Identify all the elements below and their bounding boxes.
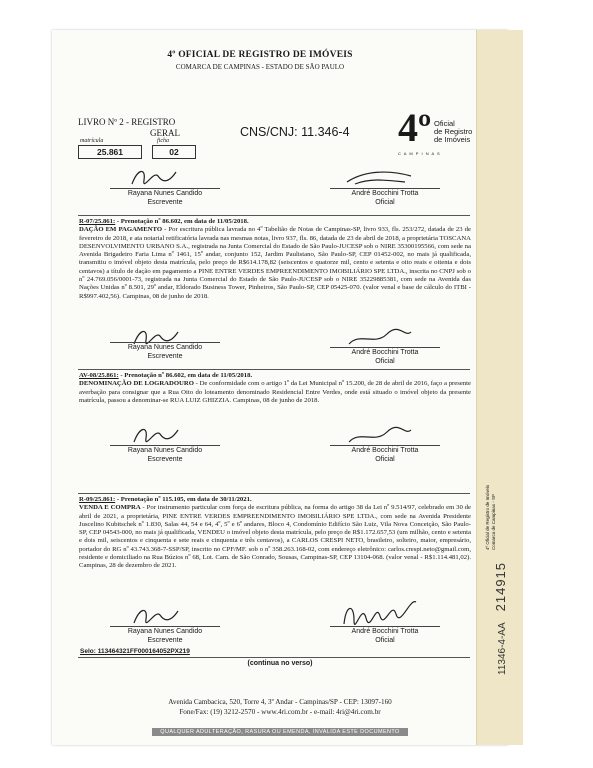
side-tab-text-1: 4º Oficial de Registro de Imóveis xyxy=(485,484,490,550)
side-tab-code: 11346-4-AA xyxy=(497,622,508,675)
escrevente-signature-3 xyxy=(130,424,190,446)
divider xyxy=(78,369,470,370)
cns-number: CNS/CNJ: 11.346-4 xyxy=(240,125,350,139)
entry-av08 xyxy=(79,372,471,405)
escrevente-role: Escrevente xyxy=(147,456,183,463)
oficial-name: André Bocchini Trotta xyxy=(351,447,419,454)
oficial-role: Oficial xyxy=(375,456,395,463)
escrevente-signature-1 xyxy=(128,166,188,188)
entry-title: DENOMINAÇÃO DE LOGRADOURO xyxy=(79,380,194,388)
entry-title: VENDA E COMPRA xyxy=(79,504,141,512)
escrevente-name: Rayana Nunes Candido xyxy=(127,447,203,454)
entry-head: - Prenotação nº 115.105, em data de 30/11/2021. xyxy=(115,496,252,503)
logo-city: C A M P I N A S xyxy=(398,151,441,156)
matricula-box xyxy=(78,145,142,159)
divider xyxy=(78,215,470,216)
registry-subtitle: COMARCA DE CAMPINAS - ESTADO DE SÃO PAULO xyxy=(175,63,345,71)
escrevente-role: Escrevente xyxy=(147,199,183,206)
escrevente-role: Escrevente xyxy=(147,353,183,360)
signature-escrevente-1 xyxy=(110,188,220,207)
footer xyxy=(60,697,500,717)
logo-line-3: de Imóveis xyxy=(434,135,471,144)
signature-oficial-2 xyxy=(330,347,440,366)
ficha-value: 02 xyxy=(169,147,179,157)
oficial-signature-1 xyxy=(345,168,415,188)
signature-escrevente-4 xyxy=(110,626,220,645)
escrevente-name: Rayana Nunes Candido xyxy=(127,628,203,635)
oficial-name: André Bocchini Trotta xyxy=(351,349,419,356)
footer-contact: Fone/Fax: (19) 3212-2570 - www.4ri.com.br - e-mail: 4ri@4ri.com.br xyxy=(179,708,381,716)
entry-id: AV-08/25.861: xyxy=(79,372,119,379)
signature-oficial-4 xyxy=(330,626,440,645)
entry-r07 xyxy=(79,218,471,301)
entry-title: DAÇÃO EM PAGAMENTO xyxy=(79,226,163,234)
side-tab-text-2: Comarca de Campinas - SP xyxy=(491,493,496,550)
signature-escrevente-3 xyxy=(110,445,220,464)
entry-body: - Por instrumento particular com força de escritura pública, na forma do artigo 38 da Lei nº 9.514/97, celebrado em 30 de abril de 2021, a proprietária, PINE ENTRE VERDES EMPREENDIMENTO IMOBILIÁRIO SPE LTDA., com sede na Avenida Presidente Juscelino Kubitschek nº 1.830, Salas 44, 54 e 64, 4º, 5º e 6º andares, Bloco 4, Condomínio Edifício São Luiz, Vila Nova Conceição, São Paulo-SP, CEP 04543-000, no mais já qualificada, VENDEU o imóvel objeto desta matrícula, pelo preço de R$1.172.657,53 (um milhão, cento e setenta e dois mil, seiscentos e cinquenta e sete reais e cinquenta e três centavos), a CARLOS CRESPI NETO, brasileiro, solteiro, maior, empresário, portador do RG nº 43.743.368-7-SSP/SP, inscrito no CPF/MF. sob o nº 358.263.168-02, com endereço eletrônico: carlos.crespi.neto@gmail.com, residente e domiciliado na Rua Búzios nº 68, Lot. Cam. de São Conrado, Sousas, Campinas-SP, CEP 13104-068. (valor venal - R$1.114.481,02). Campinas, 28 de dezembro de 2021. xyxy=(79,504,471,570)
oficial-signature-3 xyxy=(345,426,415,446)
matricula-value: 25.861 xyxy=(97,147,123,157)
registry-logo xyxy=(398,105,478,158)
side-tab-number: 214915 xyxy=(493,561,508,612)
matricula-label: matrícula xyxy=(80,138,104,144)
signature-oficial-3 xyxy=(330,445,440,464)
oficial-role: Oficial xyxy=(375,199,395,206)
entry-id: R-09/25.861: xyxy=(79,496,116,503)
signature-escrevente-2 xyxy=(110,342,220,361)
ficha-label: ficha xyxy=(157,138,169,144)
security-side-tab xyxy=(476,30,523,745)
entry-id: R-07/25.861: xyxy=(79,218,116,225)
logo-line-1: Oficial xyxy=(434,119,455,128)
logo-numeral: 4º xyxy=(398,105,432,150)
entry-body: - De conformidade com o artigo 1º da Lei Municipal nº 15.200, de 28 de abril de 2016, faço a presente averbação para consignar que a Rua Oito do loteamento denominado Residencial Entre Verdes, onde está situado o imóvel objeto da presente matrícula, passou a denominar-se RUA LUIZ GHIZZIA. Campinas, 08 de junho de 2018. xyxy=(79,380,471,404)
oficial-signature-2 xyxy=(345,328,415,348)
logo-line-2: de Registro xyxy=(434,127,473,136)
registry-title: 4º OFICIAL DE REGISTRO DE IMÓVEIS xyxy=(167,50,353,60)
entry-body: - Por escritura pública lavrada no 4º Tabelião de Notas de Campinas-SP, livro 933, fls. 253/272, datada de 23 de fevereiro de 2018, e ata notarial retificatória lavrada nas mesmas notas, livro 937, fls. 86, datada de 23 de abril de 2018, a proprietária TOSCANA DESENVOLVIMENTO URBANO S.A., registrada na Junta Comercial do Estado de São Paulo-JUCESP sob o NIRE 35300195566, com sede na Avenida Brigadeiro Faria Lima nº 1461, 15º andar, conjunto 152, Jardim Paulistano, São Paulo-SP, CEP 01452-002, no mais já qualificada, transmitiu o imóvel objeto desta matrícula, pelo preço de R$614.178,82 (seiscentos e quatorze mil, cento e setenta e oito reais e oitenta e dois centavos) a título de dação em pagamento a PINE ENTRE VERDES EMPREENDIMENTO IMOBILIÁRIO SPE LTDA., inscrita no CNPJ sob o nº 24.769.056/0001-73, registrada na Junta Comercial do Estado de São Paulo-JUCESP sob o NIRE 35229885381, com sede na Avenida das Nações Unidas nº 8.501, 29º andar, Eldorado Business Tower, Pinheiros, São Paulo-SP, CEP 05425-070. (valor venal e base de cálculo do ITBI - R$997.402,56). Campinas, 08 de junho de 2018. xyxy=(79,226,471,300)
footer-warning: QUALQUER ADULTERAÇÃO, RASURA OU EMENDA, INVALIDA ESTE DOCUMENTO xyxy=(152,728,407,736)
entry-r09 xyxy=(79,496,471,571)
livro-label: LIVRO Nº 2 - REGISTRO xyxy=(78,117,176,127)
footer-warning-wrap xyxy=(60,720,500,738)
escrevente-role: Escrevente xyxy=(147,637,183,644)
continue-on-back: (continua no verso) xyxy=(247,660,313,667)
oficial-role: Oficial xyxy=(375,358,395,365)
entry-head: - Prenotação nº 86.602, em data de 11/05/2018. xyxy=(118,372,253,379)
geral-label: GERAL xyxy=(150,128,180,138)
signature-oficial-1 xyxy=(330,188,440,207)
footer-address: Avenida Cambacica, 520, Torre 4, 3º Andar - Campinas/SP - CEP: 13097-160 xyxy=(168,698,392,706)
oficial-role: Oficial xyxy=(375,637,395,644)
ficha-box xyxy=(152,145,196,159)
escrevente-name: Rayana Nunes Candido xyxy=(127,190,203,197)
divider xyxy=(78,493,470,494)
escrevente-name: Rayana Nunes Candido xyxy=(127,344,203,351)
oficial-name: André Bocchini Trotta xyxy=(351,190,419,197)
divider xyxy=(78,657,470,658)
oficial-signature-4 xyxy=(340,594,420,630)
selo-code: Selo: 113464321FF000164052PX219 xyxy=(80,648,190,655)
oficial-name: André Bocchini Trotta xyxy=(351,628,419,635)
entry-head: - Prenotação nº 86.602, em data de 11/05/2018. xyxy=(115,218,249,225)
escrevente-signature-4 xyxy=(130,605,190,627)
